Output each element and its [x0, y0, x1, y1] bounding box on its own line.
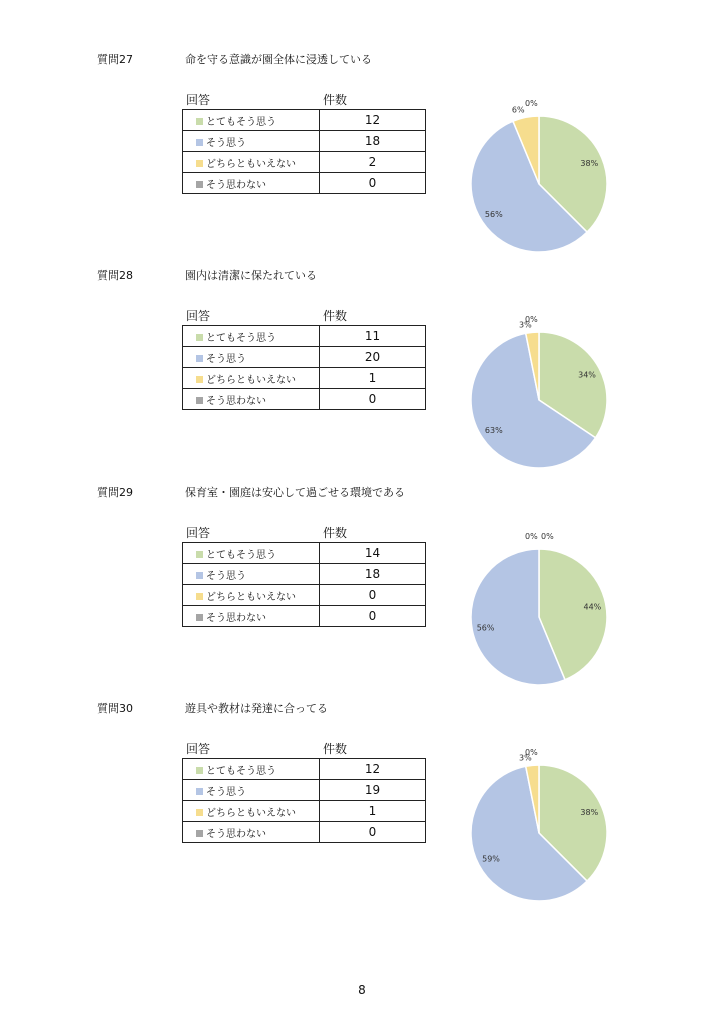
pie-data-label: 3%: [518, 753, 532, 763]
row-value: 0: [320, 585, 426, 606]
pie-data-label: 3%: [518, 320, 532, 330]
row-label: とてもそう思う: [206, 549, 276, 561]
legend-swatch: [196, 788, 203, 795]
pie-data-label: 34%: [578, 370, 596, 380]
table-row: [183, 110, 426, 131]
legend-swatch: [196, 397, 203, 404]
row-value: 12: [320, 110, 426, 131]
row-label: そう思う: [206, 137, 246, 149]
row-label: とてもそう思う: [206, 765, 276, 777]
table-row: [183, 152, 426, 173]
table-row: [183, 585, 426, 606]
pie-data-label: 0%: [525, 532, 538, 541]
row-label: どちらともいえない: [206, 591, 296, 603]
row-label: とてもそう思う: [206, 332, 276, 344]
table-row: [183, 564, 426, 585]
table-row: [183, 326, 426, 347]
answer-table: [182, 542, 426, 627]
table-row: [183, 173, 426, 194]
row-label: とてもそう思う: [206, 116, 276, 128]
row-label: どちらともいえない: [206, 374, 296, 386]
legend-swatch: [196, 809, 203, 816]
row-value: 19: [320, 780, 426, 801]
answer-header: 回答: [186, 93, 211, 107]
row-value: 18: [320, 131, 426, 152]
page-number: 8: [358, 983, 366, 997]
table-row: [183, 759, 426, 780]
row-value: 1: [320, 801, 426, 822]
row-label: そう思わない: [206, 395, 266, 407]
question-text: 命を守る意識が園全体に浸透している: [185, 53, 372, 66]
table-row: [183, 606, 426, 627]
pie-data-label: 38%: [580, 808, 599, 818]
row-value: 2: [320, 152, 426, 173]
table-row: [183, 780, 426, 801]
row-label: どちらともいえない: [206, 807, 296, 819]
question-28-section: [0, 267, 724, 483]
row-value: 11: [320, 326, 426, 347]
row-value: 18: [320, 564, 426, 585]
pie-chart: [455, 291, 625, 471]
pie-data-label: 44%: [583, 602, 602, 612]
legend-swatch: [196, 355, 203, 362]
legend-swatch: [196, 551, 203, 558]
legend-swatch: [196, 614, 203, 621]
legend-swatch: [196, 160, 203, 167]
table-row: [183, 801, 426, 822]
legend-swatch: [196, 767, 203, 774]
table-row: [183, 389, 426, 410]
legend-swatch: [196, 830, 203, 837]
row-label: そう思わない: [206, 828, 266, 840]
question-number: 質問30: [97, 702, 133, 715]
row-label: そう思う: [206, 570, 246, 582]
question-text: 保育室・園庭は安心して過ごせる環境である: [185, 486, 405, 499]
row-label: そう思う: [206, 353, 246, 365]
legend-swatch: [196, 376, 203, 383]
pie-data-label: 59%: [482, 854, 500, 864]
legend-swatch: [196, 334, 203, 341]
row-label: そう思う: [206, 786, 246, 798]
pie-data-label: 38%: [580, 159, 599, 169]
row-value: 0: [320, 822, 426, 843]
pie-data-label: 0%: [525, 99, 538, 108]
row-label: そう思わない: [206, 179, 266, 191]
question-number: 質問29: [97, 486, 133, 499]
pie-data-label: 0%: [541, 532, 554, 541]
count-header: 件数: [323, 742, 348, 756]
pie-data-label: 0%: [525, 748, 538, 757]
row-label: そう思わない: [206, 612, 266, 624]
pie-data-label: 63%: [484, 426, 503, 436]
table-row: [183, 131, 426, 152]
count-header: 件数: [323, 309, 348, 323]
pie-chart: [455, 724, 625, 904]
table-row: [183, 822, 426, 843]
answer-header: 回答: [186, 526, 211, 540]
legend-swatch: [196, 118, 203, 125]
legend-swatch: [196, 139, 203, 146]
answer-table: [182, 109, 426, 194]
table-row: [183, 543, 426, 564]
question-27-section: [0, 51, 724, 267]
legend-swatch: [196, 593, 203, 600]
question-text: 遊具や教材は発達に合ってる: [185, 702, 328, 715]
row-value: 0: [320, 173, 426, 194]
question-29-section: [0, 484, 724, 700]
table-row: [183, 347, 426, 368]
answer-header: 回答: [186, 742, 211, 756]
table-row: [183, 368, 426, 389]
answer-table: [182, 325, 426, 410]
row-value: 0: [320, 389, 426, 410]
count-header: 件数: [323, 526, 348, 540]
pie-data-label: 0%: [525, 315, 538, 324]
row-value: 0: [320, 606, 426, 627]
row-value: 1: [320, 368, 426, 389]
pie-data-label: 56%: [484, 210, 503, 220]
row-value: 12: [320, 759, 426, 780]
question-number: 質問27: [97, 53, 133, 66]
pie-data-label: 56%: [476, 623, 495, 633]
question-text: 園内は清潔に保たれている: [185, 269, 317, 282]
answer-header: 回答: [186, 309, 211, 323]
question-number: 質問28: [97, 269, 133, 282]
count-header: 件数: [323, 93, 348, 107]
pie-data-label: 6%: [511, 105, 525, 115]
legend-swatch: [196, 181, 203, 188]
row-value: 14: [320, 543, 426, 564]
pie-chart: [455, 508, 625, 688]
row-value: 20: [320, 347, 426, 368]
row-label: どちらともいえない: [206, 158, 296, 170]
legend-swatch: [196, 572, 203, 579]
pie-chart: [455, 75, 625, 255]
question-30-section: [0, 700, 724, 916]
answer-table: [182, 758, 426, 843]
